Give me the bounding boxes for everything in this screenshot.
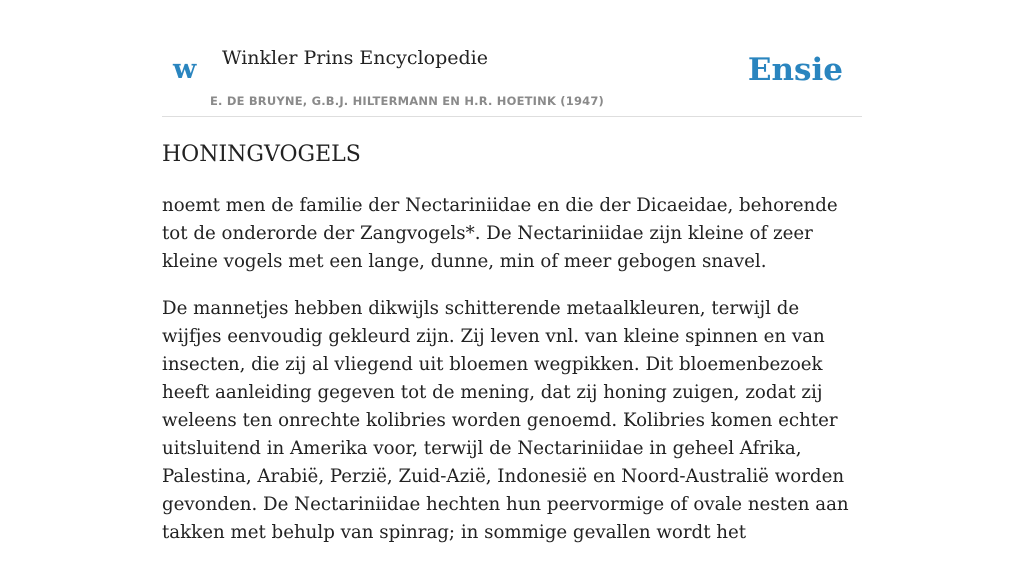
source-title-link[interactable]: Winkler Prins Encyclopedie bbox=[222, 47, 488, 69]
winkler-prins-logo[interactable]: w bbox=[173, 54, 197, 85]
entry-body bbox=[162, 192, 862, 566]
source-authors: E. DE BRUYNE, G.B.J. HILTERMANN EN H.R. HOETINK (1947) bbox=[210, 94, 605, 108]
page bbox=[162, 0, 862, 543]
source-header bbox=[162, 0, 862, 117]
entry-title: HONINGVOGELS bbox=[162, 142, 361, 167]
entry-paragraph: De mannetjes hebben dikwijls schitterende metaalkleuren, terwijl de wijfjes eenvoudig gekleurd zijn. Zij leven vnl. van kleine spinnen en van insecten, die zij al vliegend uit bloemen wegpikken. Dit bloemenbezoek heeft aanleiding gegeven tot de mening, dat zij honing zuigen, zodat zij weleens ten onrechte kolibries worden genoemd. Kolibries komen echter uitsluitend in Amerika voor, terwijl de Nectariniidae in geheel Afrika, Palestina, Arabië, Perzië, Zuid-Azië, Indonesië en Noord-Australië worden gevonden. De Nectariniidae hechten hun peervormige of ovale nesten aan takken met behulp van spinrag; in sommige gevallen wordt het bbox=[162, 298, 849, 543]
entry-paragraph: noemt men de familie der Nectariniidae en die der Dicaeidae, behorende tot de onderorde der Zangvogels*. De Nectariniidae zijn kleine of zeer kleine vogels met een lange, dunne, min of meer gebogen snavel. bbox=[162, 195, 838, 272]
ensie-logo-link[interactable]: Ensie bbox=[747, 52, 843, 88]
